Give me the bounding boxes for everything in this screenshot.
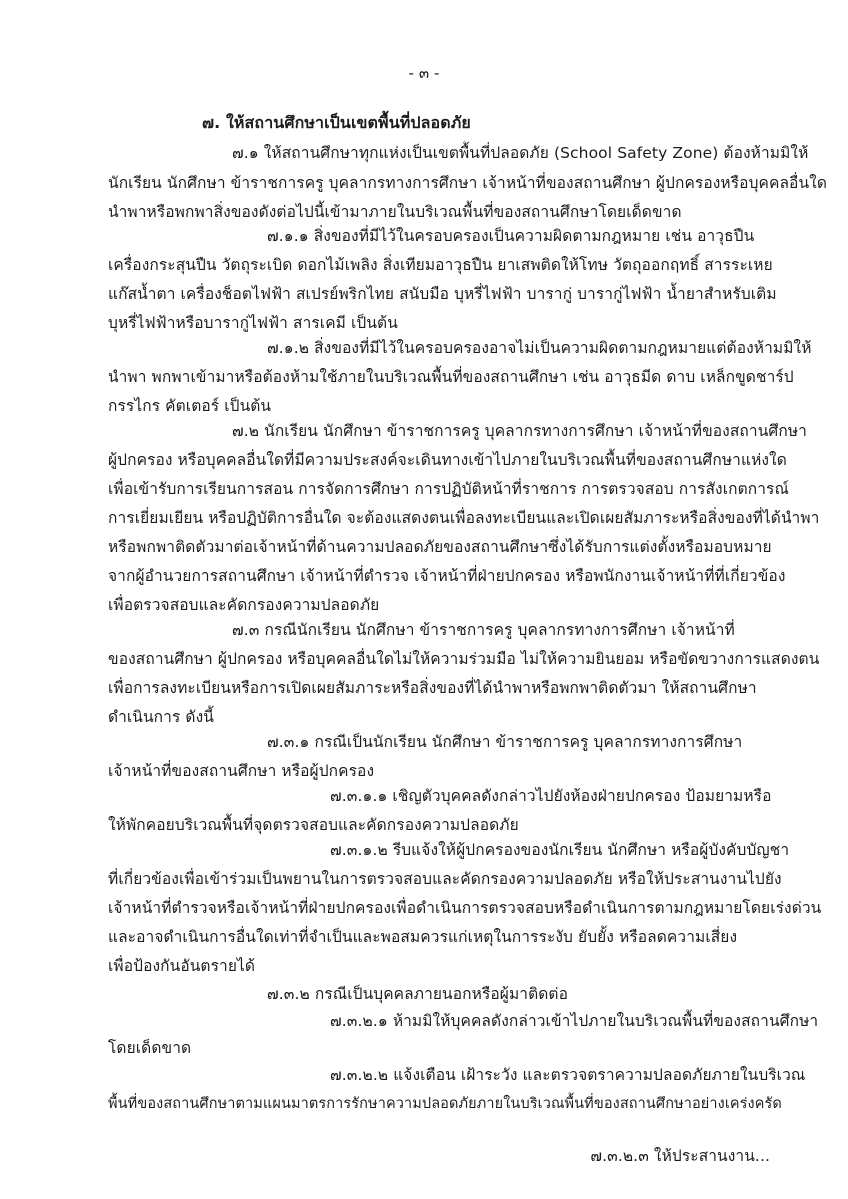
paragraph-line: นำพา พกพาเข้ามาหรือต้องห้ามใช้ภายในบริเวณพื้นที่ของสถานศึกษา เช่น อาวุธมีด ดาบ เหล็กขูดชาร์ป: [108, 368, 794, 386]
paragraph-line: พื้นที่ของสถานศึกษาตามแผนมาตรการรักษาความปลอดภัยภายในบริเวณพื้นที่ของสถานศึกษาอย่างเคร่งครัด: [108, 1096, 782, 1112]
paragraph-line: และอาจดำเนินการอื่นใดเท่าที่จำเป็นและพอสมควรแก่เหตุในการระงับ ยับยั้ง หรือลดความเสี่ยง: [108, 928, 738, 946]
paragraph-line: เพื่อป้องกันอันตรายได้: [108, 957, 256, 975]
section-heading: ๗. ให้สถานศึกษาเป็นเขตพื้นที่ปลอดภัย: [202, 113, 471, 132]
paragraph-line: เพื่อเข้ารับการเรียนการสอน การจัดการศึกษา การปฏิบัติหน้าที่ราชการ การตรวจสอบ การสังเกตการณ์: [108, 480, 789, 498]
paragraph-line: ที่เกี่ยวข้องเพื่อเข้าร่วมเป็นพยานในการตรวจสอบและคัดกรองความปลอดภัย หรือให้ประสานงานไปยัง: [108, 870, 782, 888]
paragraph-line: เพื่อตรวจสอบและคัดกรองความปลอดภัย: [108, 596, 380, 614]
paragraph-line: ของสถานศึกษา ผู้ปกครอง หรือบุคคลอื่นใดไม่ให้ความร่วมมือ ไม่ให้ความยินยอม หรือขัดขวางการแสดงตน: [108, 650, 820, 668]
paragraph-line: เพื่อการลงทะเบียนหรือการเปิดเผยสัมภาระหรือสิ่งของที่ได้นำพาหรือพกพาติดตัวมา ให้สถานศึกษา: [108, 679, 757, 697]
paragraph-line: นักเรียน นักศึกษา ข้าราชการครู บุคลากรทางการศึกษา เจ้าหน้าที่ของสถานศึกษา ผู้ปกครองหรือบุคคลอื่นใด: [108, 174, 827, 192]
paragraph-line: การเยี่ยมเยียน หรือปฏิบัติการอื่นใด จะต้องแสดงตนเพื่อลงทะเบียนและเปิดเผยสัมภาระหรือสิ่งของที่ได้นำพา: [108, 509, 820, 527]
paragraph-line: ให้พักคอยบริเวณพื้นที่จุดตรวจสอบและคัดกรองความปลอดภัย: [108, 816, 519, 834]
paragraph-line: หรือพกพาติดตัวมาต่อเจ้าหน้าที่ด้านความปลอดภัยของสถานศึกษาซึ่งได้รับการแต่งตั้งหรือมอบหมาย: [108, 538, 772, 556]
paragraph-line: ๗.๒ นักเรียน นักศึกษา ข้าราชการครู บุคลากรทางการศึกษา เจ้าหน้าที่ของสถานศึกษา: [232, 422, 807, 440]
paragraph-line: นำพาหรือพกพาสิ่งของดังต่อไปนี้เข้ามาภายในบริเวณพื้นที่ของสถานศึกษาโดยเด็ดขาด: [108, 203, 682, 221]
paragraph-line: เจ้าหน้าที่ของสถานศึกษา หรือผู้ปกครอง: [108, 762, 375, 780]
paragraph-line: จากผู้อำนวยการสถานศึกษา เจ้าหน้าที่ตำรวจ เจ้าหน้าที่ฝ่ายปกครอง หรือพนักงานเจ้าหน้าที่ที่เกี่ยวข้อง: [108, 567, 786, 585]
page-number: - ๓ -: [408, 64, 440, 82]
paragraph-line: ๗.๓.๒ กรณีเป็นบุคคลภายนอกหรือผู้มาติดต่อ: [267, 985, 568, 1003]
paragraph-line: ดำเนินการ ดังนี้: [108, 708, 214, 726]
paragraph-line: โดยเด็ดขาด: [108, 1039, 192, 1057]
paragraph-line: ๗.๓.๑.๑ เชิญตัวบุคคลดังกล่าวไปยังห้องฝ่ายปกครอง ป้อมยามหรือ: [330, 787, 772, 805]
paragraph-line: ๗.๓.๑.๒ รีบแจ้งให้ผู้ปกครองของนักเรียน นักศึกษา หรือผู้บังคับบัญชา: [330, 841, 790, 859]
paragraph-line: เจ้าหน้าที่ตำรวจหรือเจ้าหน้าที่ฝ่ายปกครองเพื่อดำเนินการตรวจสอบหรือดำเนินการตามกฎหมายโดยเร่งด่วน: [108, 899, 822, 917]
paragraph-line: ๗.๑.๒ สิ่งของที่มีไว้ในครอบครองอาจไม่เป็นความผิดตามกฎหมายแต่ต้องห้ามมิให้: [267, 339, 812, 357]
paragraph-line: เครื่องกระสุนปืน วัตถุระเบิด ดอกไม้เพลิง สิ่งเทียมอาวุธปืน ยาเสพติดให้โทษ วัตถุออกฤทธิ์ สารระเหย: [108, 256, 773, 274]
paragraph-line: ๗.๑ ให้สถานศึกษาทุกแห่งเป็นเขตพื้นที่ปลอดภัย (School Safety Zone) ต้องห้ามมิให้: [232, 144, 809, 162]
paragraph-line: ๗.๓.๑ กรณีเป็นนักเรียน นักศึกษา ข้าราชการครู บุคลากรทางการศึกษา: [267, 733, 743, 751]
continuation-note: ๗.๓.๒.๓ ให้ประสานงาน...: [590, 1147, 770, 1165]
paragraph-line: ๗.๑.๑ สิ่งของที่มีไว้ในครอบครองเป็นความผิดตามกฎหมาย เช่น อาวุธปืน: [267, 227, 755, 245]
paragraph-line: บุหรี่ไฟฟ้าหรือบารากู่ไฟฟ้า สารเคมี เป็นต้น: [108, 314, 398, 332]
paragraph-line: แก๊สน้ำตา เครื่องช็อตไฟฟ้า สเปรย์พริกไทย สนับมือ บุหรี่ไฟฟ้า บารากู่ บารากู่ไฟฟ้า น้ำยาสำหรับเติม: [108, 285, 777, 303]
paragraph-line: ๗.๓.๒.๑ ห้ามมิให้บุคคลดังกล่าวเข้าไปภายในบริเวณพื้นที่ของสถานศึกษา: [330, 1012, 819, 1030]
paragraph-line: กรรไกร คัตเตอร์ เป็นต้น: [108, 397, 272, 415]
paragraph-line: ๗.๓.๒.๒ แจ้งเตือน เฝ้าระวัง และตรวจตราความปลอดภัยภายในบริเวณ: [330, 1066, 806, 1084]
paragraph-line: ผู้ปกครอง หรือบุคคลอื่นใดที่มีความประสงค์จะเดินทางเข้าไปภายในบริเวณพื้นที่ของสถานศึกษาแห่งใด: [108, 451, 787, 469]
paragraph-line: ๗.๓ กรณีนักเรียน นักศึกษา ข้าราชการครู บุคลากรทางการศึกษา เจ้าหน้าที่: [232, 621, 735, 639]
